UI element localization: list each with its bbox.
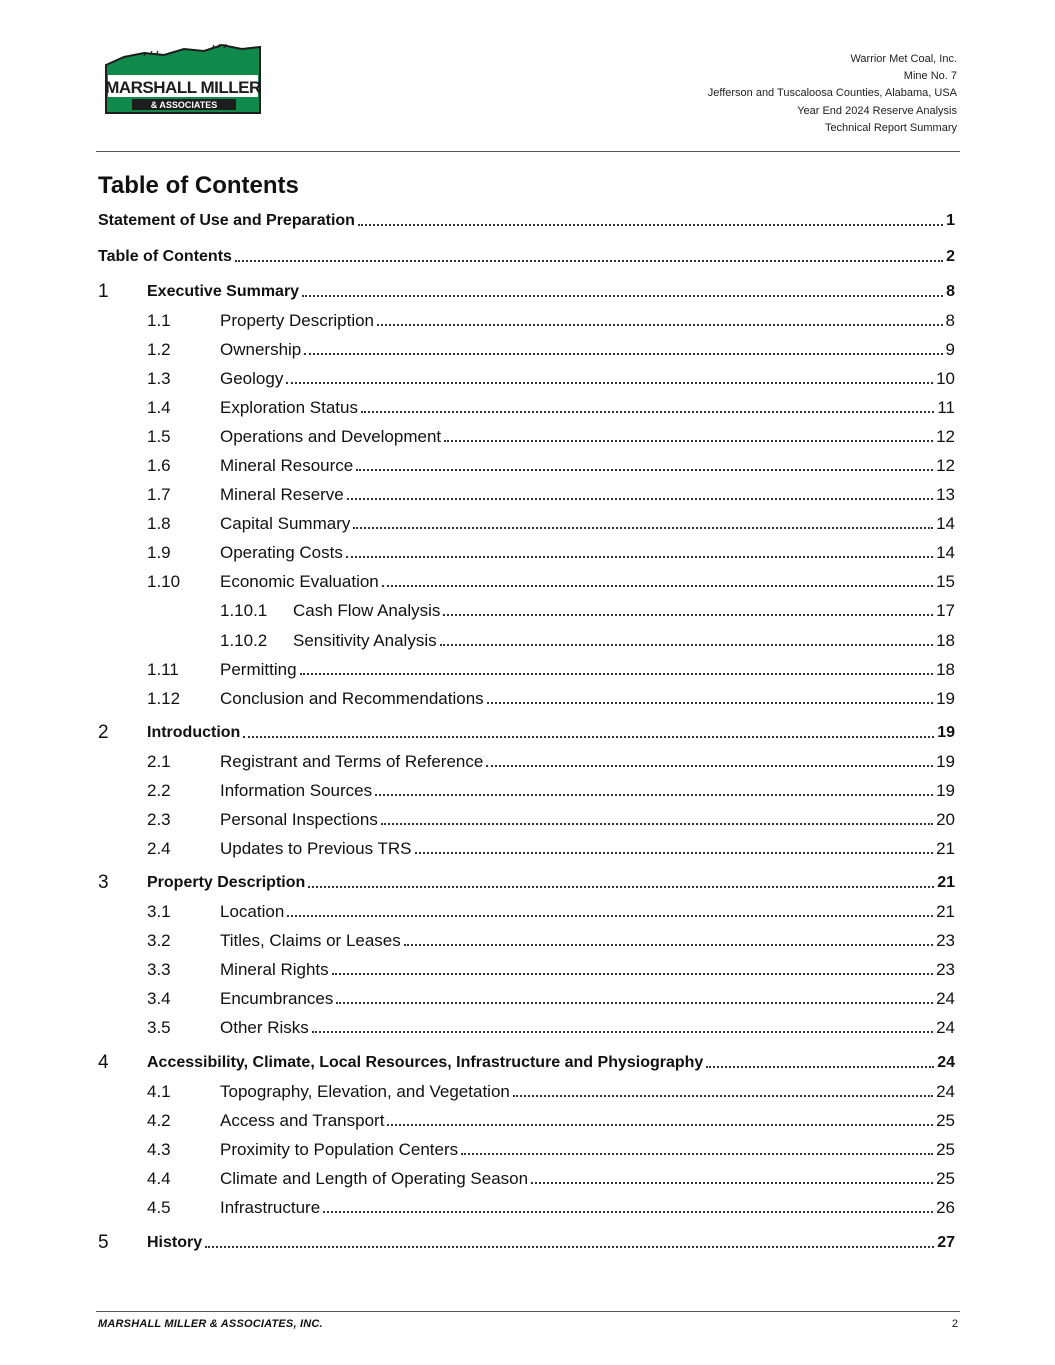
- toc-entry-number: 1: [98, 281, 109, 302]
- toc-entry-title: Location: [220, 902, 285, 921]
- toc-entry[interactable]: [98, 1017, 955, 1039]
- toc-entry-page: 2: [946, 248, 955, 265]
- toc-entry-title: Executive Summary: [147, 283, 300, 300]
- toc-entry-title: Access and Transport: [220, 1111, 385, 1130]
- toc-entry-page: 21: [936, 839, 955, 858]
- toc-dot-leader: [286, 381, 933, 384]
- toc-entry[interactable]: [98, 513, 955, 535]
- toc-entry-number: 1.11: [147, 660, 179, 679]
- toc-entry-number: 5: [98, 1232, 109, 1253]
- toc-entry-number: 2.2: [147, 781, 171, 800]
- toc-entry-page: 12: [936, 456, 955, 475]
- header-analysis: Year End 2024 Reserve Analysis: [797, 104, 957, 117]
- toc-entry-title: Table of Contents: [98, 248, 232, 265]
- toc-entry-number: 1.10.2: [220, 631, 268, 650]
- toc-entry-number: 3.3: [147, 960, 171, 979]
- toc-entry[interactable]: [98, 310, 955, 332]
- toc-dot-leader: [375, 793, 933, 796]
- toc-entry-number: 3.4: [147, 989, 171, 1008]
- toc-dot-leader: [323, 1210, 933, 1213]
- toc-entry-title: Permitting: [220, 660, 297, 679]
- header-report-type: Technical Report Summary: [824, 121, 957, 134]
- toc-entry-page: 11: [937, 398, 955, 417]
- toc-dot-leader: [487, 701, 933, 704]
- toc-entry-number: 4.5: [147, 1198, 171, 1217]
- toc-entry-number: 3.2: [147, 931, 171, 950]
- toc-entry[interactable]: [98, 210, 955, 232]
- toc-entry-page: 24: [936, 989, 955, 1008]
- toc-entry-number: 3: [98, 872, 109, 893]
- toc-entry-number: 4: [98, 1052, 109, 1073]
- toc-entry-page: 25: [936, 1140, 955, 1159]
- toc-entry[interactable]: [98, 246, 955, 268]
- toc-entry[interactable]: [98, 722, 955, 744]
- toc-dot-leader: [205, 1245, 934, 1248]
- toc-entry-title: Capital Summary: [220, 514, 351, 533]
- toc-entry[interactable]: [98, 959, 955, 981]
- toc-dot-leader: [336, 1001, 933, 1004]
- toc-dot-leader: [300, 672, 934, 675]
- toc-entry-page: 23: [936, 960, 955, 979]
- toc-entry-title: Registrant and Terms of Reference: [220, 752, 484, 771]
- toc-entry-page: 25: [936, 1169, 955, 1188]
- toc-dot-leader: [302, 294, 943, 297]
- toc-entry-page: 27: [937, 1234, 955, 1251]
- toc-entry[interactable]: [98, 1081, 955, 1103]
- toc-entry-title: Accessibility, Climate, Local Resources, Infrastructure and Physiography: [147, 1054, 704, 1071]
- toc-entry-page: 26: [936, 1198, 955, 1217]
- toc-dot-leader: [304, 352, 942, 355]
- toc-entry-title: Mineral Reserve: [220, 485, 344, 504]
- toc-entry[interactable]: [98, 281, 955, 303]
- toc-entry[interactable]: [98, 455, 955, 477]
- toc-entry-title: History: [147, 1234, 203, 1251]
- toc-entry-page: 12: [936, 427, 955, 446]
- toc-entry-title: Topography, Elevation, and Vegetation: [220, 1082, 510, 1101]
- toc-dot-leader: [287, 914, 933, 917]
- toc-entry-page: 14: [936, 543, 955, 562]
- report-header-info: [708, 51, 957, 137]
- toc-entry-number: 1.5: [147, 427, 171, 446]
- toc-dot-leader: [346, 555, 933, 558]
- toc-entry-number: 2.4: [147, 839, 171, 858]
- toc-entry-page: 19: [936, 781, 955, 800]
- toc-entry-page: 19: [937, 724, 955, 741]
- toc-entry[interactable]: [98, 988, 955, 1010]
- toc-entry-title: Exploration Status: [220, 398, 358, 417]
- toc-entry[interactable]: [98, 542, 955, 564]
- toc-entry-number: 2.1: [147, 752, 171, 771]
- toc-entry-page: 21: [936, 902, 955, 921]
- toc-dot-leader: [404, 943, 933, 946]
- toc-entry-title: Introduction: [147, 724, 241, 741]
- toc-entry-page: 24: [937, 1054, 955, 1071]
- toc-entry-title: Economic Evaluation: [220, 572, 379, 591]
- toc-entry-page: 15: [936, 572, 955, 591]
- toc-entry[interactable]: [98, 688, 955, 710]
- toc-entry[interactable]: [98, 339, 955, 361]
- toc-entry-page: 24: [936, 1082, 955, 1101]
- toc-dot-leader: [377, 323, 943, 326]
- toc-entry-number: 3.1: [147, 902, 171, 921]
- toc-entry-title: Personal Inspections: [220, 810, 378, 829]
- toc-entry-number: 2: [98, 722, 109, 743]
- toc-dot-leader: [440, 643, 933, 646]
- toc-entry-page: 8: [946, 283, 955, 300]
- toc-entry[interactable]: [98, 1197, 955, 1219]
- toc-dot-leader: [461, 1152, 933, 1155]
- toc-dot-leader: [381, 822, 933, 825]
- toc-entry[interactable]: [98, 600, 955, 622]
- toc-dot-leader: [353, 526, 933, 529]
- toc-entry[interactable]: [98, 397, 955, 419]
- toc-entry-title: Titles, Claims or Leases: [220, 931, 401, 950]
- page-title: Table of Contents: [98, 172, 299, 199]
- toc-entry[interactable]: [98, 809, 955, 831]
- toc-entry[interactable]: [98, 1168, 955, 1190]
- toc-entry[interactable]: [98, 1139, 955, 1161]
- toc-entry[interactable]: [98, 630, 955, 652]
- toc-entry-page: 10: [936, 369, 955, 388]
- toc-entry-number: 1.10.1: [220, 601, 268, 620]
- toc-entry-title: Property Description: [147, 874, 306, 891]
- toc-entry-title: Operations and Development: [220, 427, 442, 446]
- toc-entry-number: 1.10: [147, 572, 181, 591]
- toc-entry-page: 20: [936, 810, 955, 829]
- toc-entry-title: Geology: [220, 369, 284, 388]
- toc-entry-page: 21: [937, 874, 955, 891]
- toc-entry-page: 8: [945, 311, 955, 330]
- toc-entry-page: 13: [936, 485, 955, 504]
- toc-dot-leader: [235, 259, 943, 262]
- toc-entry-number: 2.3: [147, 810, 171, 829]
- toc-entry-number: 1.8: [147, 514, 171, 533]
- toc-entry-page: 19: [936, 752, 955, 771]
- footer-company: MARSHALL MILLER & ASSOCIATES, INC.: [98, 1318, 323, 1330]
- toc-entry-page: 24: [936, 1018, 955, 1037]
- toc-entry-title: Updates to Previous TRS: [220, 839, 412, 858]
- toc-entry-page: 18: [936, 631, 955, 650]
- footer-page-number: 2: [951, 1318, 958, 1330]
- toc-dot-leader: [382, 584, 933, 587]
- logo-wordmark: MARSHALL MILLER: [105, 78, 261, 97]
- toc-entry-page: 1: [946, 212, 955, 229]
- toc-dot-leader: [356, 468, 933, 471]
- toc-dot-leader: [308, 885, 934, 888]
- toc-entry-title: Information Sources: [220, 781, 373, 800]
- toc-dot-leader: [444, 439, 933, 442]
- toc-entry-number: 1.2: [147, 340, 171, 359]
- toc-entry[interactable]: [98, 872, 955, 894]
- toc-entry-number: 4.2: [147, 1111, 171, 1130]
- toc-entry[interactable]: [98, 901, 955, 923]
- toc-entry-number: 3.5: [147, 1018, 171, 1037]
- toc-entry-title: Climate and Length of Operating Season: [220, 1169, 529, 1188]
- toc-entry[interactable]: [98, 1052, 955, 1074]
- toc-entry[interactable]: [98, 838, 955, 860]
- toc-entry-title: Other Risks: [220, 1018, 309, 1037]
- toc-entry-page: 18: [936, 660, 955, 679]
- toc-entry[interactable]: [98, 484, 955, 506]
- logo-subwordmark: & ASSOCIATES: [150, 100, 218, 110]
- toc-entry[interactable]: [98, 368, 955, 390]
- toc-entry[interactable]: [98, 751, 955, 773]
- toc-entry-number: 4.4: [147, 1169, 171, 1188]
- toc-dot-leader: [531, 1181, 933, 1184]
- footer-divider: [96, 1311, 960, 1312]
- toc-entry-number: 1.6: [147, 456, 171, 475]
- toc-entry-title: Encumbrances: [220, 989, 334, 1008]
- toc-entry[interactable]: [98, 1110, 955, 1132]
- header-company: Warrior Met Coal, Inc.: [850, 53, 957, 65]
- toc-entry-number: 4.1: [147, 1082, 171, 1101]
- toc-entry-title: Conclusion and Recommendations: [220, 689, 484, 708]
- toc-dot-leader: [243, 735, 934, 738]
- toc-entry[interactable]: [98, 930, 955, 952]
- toc-dot-leader: [513, 1094, 933, 1097]
- toc-entry-number: 1.9: [147, 543, 171, 562]
- toc-entry-title: Mineral Resource: [220, 456, 354, 475]
- toc-entry[interactable]: [98, 659, 955, 681]
- toc-entry-title: Sensitivity Analysis: [293, 631, 437, 650]
- toc-entry-title: Mineral Rights: [220, 960, 329, 979]
- toc-entry-page: 19: [936, 689, 955, 708]
- toc-entry-title: Cash Flow Analysis: [293, 601, 441, 620]
- toc-entry[interactable]: [98, 426, 955, 448]
- toc-entry-number: 1.12: [147, 689, 181, 708]
- toc-entry[interactable]: [98, 571, 955, 593]
- toc-dot-leader: [361, 410, 934, 413]
- toc-entry-title: Property Description: [220, 311, 375, 330]
- toc-entry-title: Ownership: [220, 340, 302, 359]
- toc-entry[interactable]: [98, 1232, 955, 1254]
- toc-dot-leader: [332, 972, 933, 975]
- toc-entry-title: Infrastructure: [220, 1198, 321, 1217]
- header-location: Jefferson and Tuscaloosa Counties, Alabama, USA: [707, 87, 957, 100]
- toc-entry-page: 14: [936, 514, 955, 533]
- company-logo: [104, 43, 262, 115]
- toc-dot-leader: [415, 851, 934, 854]
- toc-dot-leader: [706, 1065, 934, 1068]
- toc-entry-title: Statement of Use and Preparation: [98, 212, 355, 229]
- header-mine: Mine No. 7: [903, 70, 957, 83]
- toc-dot-leader: [443, 613, 933, 616]
- toc-dot-leader: [387, 1123, 933, 1126]
- toc-entry-number: 1.4: [147, 398, 171, 417]
- toc-entry-page: 23: [936, 931, 955, 950]
- toc-entry-number: 1.7: [147, 485, 171, 504]
- toc-dot-leader: [347, 497, 933, 500]
- toc-entry-number: 4.3: [147, 1140, 171, 1159]
- header-divider: [96, 151, 960, 152]
- toc-entry-number: 1.3: [147, 369, 171, 388]
- toc-entry-number: 1.1: [147, 311, 171, 330]
- toc-dot-leader: [486, 764, 933, 767]
- toc-entry[interactable]: [98, 780, 955, 802]
- toc-entry-page: 25: [936, 1111, 955, 1130]
- marshall-miller-logo-graphic: [104, 43, 262, 115]
- toc-entry-page: 9: [945, 340, 955, 359]
- toc-entry-title: Proximity to Population Centers: [220, 1140, 459, 1159]
- toc-entry-page: 17: [936, 601, 955, 620]
- toc-dot-leader: [312, 1030, 933, 1033]
- toc-dot-leader: [358, 223, 943, 226]
- toc-entry-title: Operating Costs: [220, 543, 343, 562]
